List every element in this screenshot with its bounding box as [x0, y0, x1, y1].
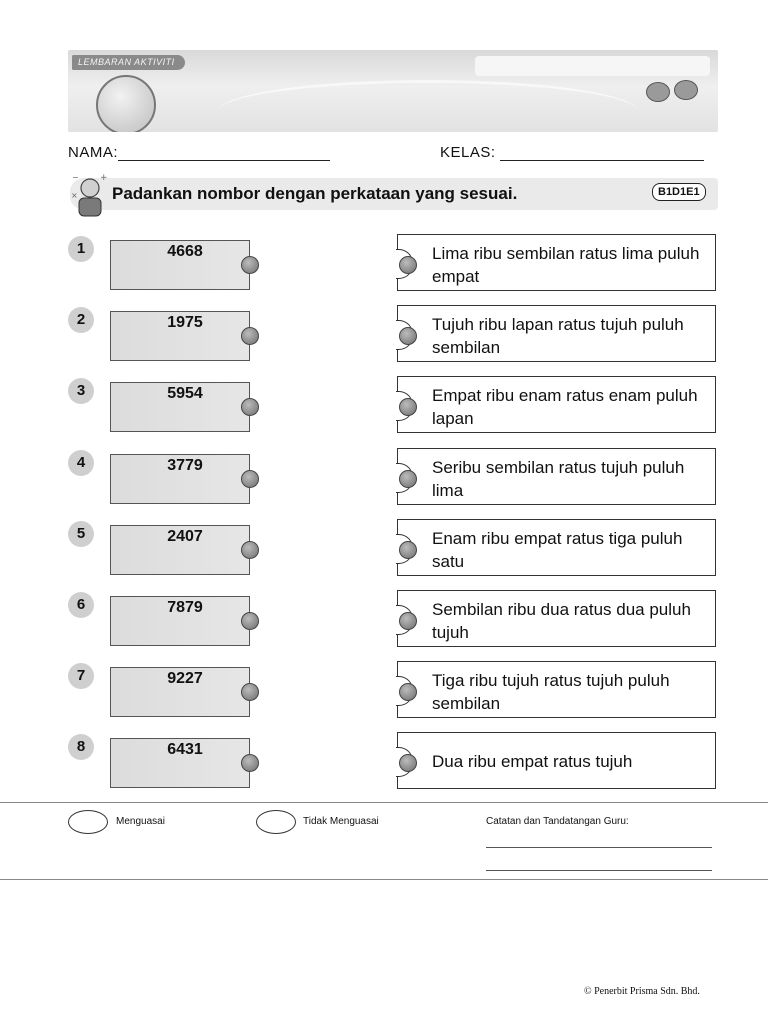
number-card[interactable] — [110, 311, 250, 361]
number-words: Tiga ribu tujuh ratus tujuh puluh sembilan — [432, 671, 670, 713]
mastered-checkbox[interactable] — [68, 810, 108, 834]
class-field — [440, 144, 704, 161]
name-field — [68, 144, 330, 161]
number-card[interactable] — [110, 525, 250, 575]
words-card[interactable] — [397, 519, 716, 576]
number-value: 9227 — [167, 670, 203, 687]
connector-dot-icon[interactable] — [241, 327, 259, 345]
number-words: Dua ribu empat ratus tujuh — [432, 752, 633, 771]
copyright-text: © Penerbit Prisma Sdn. Bhd. — [584, 986, 700, 997]
item-number-badge: 2 — [68, 307, 94, 333]
banner-circle-decoration — [96, 75, 156, 132]
number-card[interactable] — [110, 738, 250, 788]
connector-dot-icon[interactable] — [399, 256, 417, 274]
teacher-notes-line[interactable] — [486, 870, 712, 871]
connector-dot-icon[interactable] — [399, 541, 417, 559]
instruction-text: Padankan nombor dengan perkataan yang sesuai. — [112, 184, 518, 203]
bee-icon — [674, 80, 698, 100]
svg-text:×: × — [71, 191, 78, 200]
teacher-notes-label: Catatan dan Tandatangan Guru: — [486, 816, 629, 827]
bee-icon — [646, 82, 670, 102]
number-card[interactable] — [110, 382, 250, 432]
teacher-notes-line[interactable] — [486, 847, 712, 848]
number-value: 7879 — [167, 599, 203, 616]
activity-banner — [68, 50, 718, 132]
footer-top-divider — [0, 802, 768, 803]
number-card[interactable] — [110, 240, 250, 290]
item-number-badge: 5 — [68, 521, 94, 547]
svg-text:−: − — [72, 173, 79, 182]
number-card[interactable] — [110, 667, 250, 717]
not-mastered-label: Tidak Menguasai — [303, 816, 379, 827]
words-card[interactable] — [397, 448, 716, 505]
banner-title-box — [475, 56, 710, 76]
number-value: 1975 — [167, 314, 203, 331]
connector-dot-icon[interactable] — [399, 398, 417, 416]
words-card[interactable] — [397, 590, 716, 647]
number-words: Empat ribu enam ratus enam puluh lapan — [432, 386, 698, 428]
number-words: Lima ribu sembilan ratus lima puluh empat — [432, 244, 700, 286]
class-label: KELAS: — [440, 144, 496, 161]
connector-dot-icon[interactable] — [241, 683, 259, 701]
number-value: 4668 — [167, 243, 203, 260]
number-card[interactable] — [110, 454, 250, 504]
connector-dot-icon[interactable] — [241, 256, 259, 274]
skill-code-badge: B1D1E1 — [652, 183, 706, 201]
number-value: 6431 — [167, 741, 203, 758]
words-card[interactable] — [397, 376, 716, 433]
class-input-line[interactable] — [500, 146, 704, 161]
number-words: Sembilan ribu dua ratus dua puluh tujuh — [432, 600, 691, 642]
item-number-badge: 3 — [68, 378, 94, 404]
connector-dot-icon[interactable] — [241, 398, 259, 416]
words-card[interactable] — [397, 732, 716, 789]
connector-dot-icon[interactable] — [399, 754, 417, 772]
banner-swoosh — [218, 80, 638, 132]
number-words: Enam ribu empat ratus tiga puluh satu — [432, 529, 683, 571]
number-value: 5954 — [167, 385, 203, 402]
connector-dot-icon[interactable] — [241, 754, 259, 772]
number-words: Tujuh ribu lapan ratus tujuh puluh sembilan — [432, 315, 684, 357]
connector-dot-icon[interactable] — [399, 612, 417, 630]
number-value: 2407 — [167, 528, 203, 545]
connector-dot-icon[interactable] — [241, 612, 259, 630]
not-mastered-checkbox[interactable] — [256, 810, 296, 834]
words-card[interactable] — [397, 661, 716, 718]
svg-text:+: + — [100, 173, 108, 183]
item-number-badge: 4 — [68, 450, 94, 476]
footer-bottom-divider — [0, 879, 768, 880]
name-label: NAMA: — [68, 144, 119, 161]
words-card[interactable] — [397, 234, 716, 291]
connector-dot-icon[interactable] — [241, 541, 259, 559]
connector-dot-icon[interactable] — [399, 327, 417, 345]
connector-dot-icon[interactable] — [241, 470, 259, 488]
connector-dot-icon[interactable] — [399, 683, 417, 701]
banner-tag: LEMBARAN AKTIVITI — [72, 55, 185, 70]
number-words: Seribu sembilan ratus tujuh puluh lima — [432, 458, 685, 500]
item-number-badge: 6 — [68, 592, 94, 618]
item-number-badge: 8 — [68, 734, 94, 760]
connector-dot-icon[interactable] — [399, 470, 417, 488]
item-number-badge: 7 — [68, 663, 94, 689]
number-value: 3779 — [167, 457, 203, 474]
mastered-label: Menguasai — [116, 816, 165, 827]
number-card[interactable] — [110, 596, 250, 646]
teacher-mascot-icon — [70, 172, 110, 220]
item-number-badge: 1 — [68, 236, 94, 262]
words-card[interactable] — [397, 305, 716, 362]
name-input-line[interactable] — [118, 146, 330, 161]
